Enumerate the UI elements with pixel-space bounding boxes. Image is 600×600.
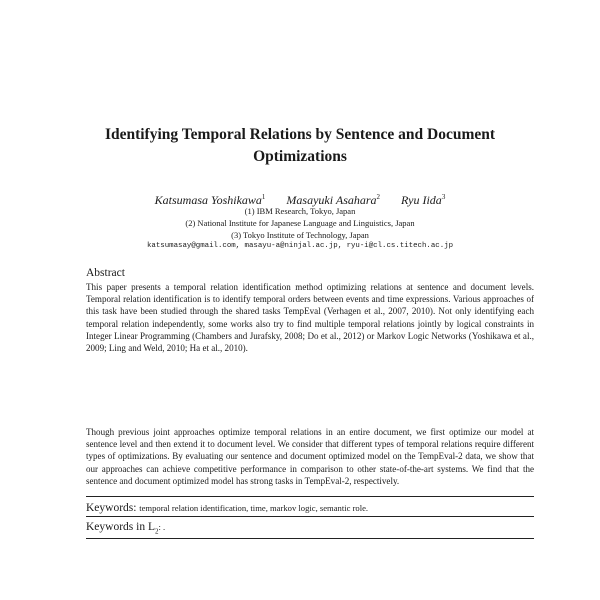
author-1 — [155, 193, 266, 207]
keywords-top-rule — [86, 496, 534, 497]
abstract-heading: Abstract — [86, 267, 125, 279]
keywords-value: temporal relation identification, time, markov logic, semantic role. — [139, 503, 369, 513]
keywords-l2-label — [86, 521, 159, 536]
keywords-l2-line — [86, 521, 165, 535]
author-3 — [401, 193, 445, 207]
keywords-l2-label-text: Keywords in L — [86, 521, 155, 533]
author-list — [60, 190, 540, 207]
abstract-paragraph-2: Though previous joint approaches optimize temporal relations in an entire document, we first optimize our model at sentence level and then extend it to document level. We consider that different types of temporal relations require different types of optimizations. By evaluating our sentence and document optimized model on the TempEval-2 data, we show that our approaches can achieve competitive performance in comparison to other state-of-the-art systems. We find that the sentence and document optimized model has strong tasks in TempEval-2, respectively. — [86, 427, 534, 486]
author-1-sup: 1 — [261, 193, 266, 201]
keywords-line — [86, 502, 368, 514]
keywords-middle-rule — [86, 516, 534, 517]
affiliation-3: (3) Tokyo Institute of Technology, Japan — [231, 230, 369, 240]
keywords-bottom-rule — [86, 538, 534, 539]
author-emails: katsumasay@gmail.com, masayu-a@ninjal.ac.jp, ryu-i@cl.cs.titech.ac.jp — [146, 242, 454, 250]
title-line-1: Identifying Temporal Relations by Sentence and Document — [104, 126, 496, 143]
keywords-l2-subscript: 2 — [155, 527, 159, 536]
keywords-label: Keywords: — [86, 502, 137, 514]
affiliation-2: (2) National Institute for Japanese Language and Linguistics, Japan — [185, 218, 415, 228]
paper-title — [60, 124, 540, 168]
author-2 — [286, 193, 380, 207]
author-2-sup: 2 — [376, 193, 381, 201]
author-3-name: Ryu Iida — [401, 193, 442, 207]
author-3-sup: 3 — [441, 193, 446, 201]
keywords-l2-value: : . — [158, 522, 166, 532]
author-1-name: Katsumasa Yoshikawa — [154, 193, 262, 207]
title-line-2: Optimizations — [253, 148, 347, 165]
affiliation-1: (1) IBM Research, Tokyo, Japan — [244, 206, 356, 216]
author-2-name: Masayuki Asahara — [286, 193, 377, 207]
abstract-paragraph-1: This paper presents a temporal relation identification method optimizing relations at sentence and document levels. Temporal relation identification is to identify temporal orders between events and time expressions. Various approaches of this task have been studied through the shared tasks TempEval (Verhagen et al., 2007, 2010). Not only identifying each temporal relation independently, some works also try to find multiple temporal relations jointly by logical constraints in Integer Linear Programming (Chambers and Jurafsky, 2008; Do et al., 2012) or Markov Logic Networks (Yoshikawa et al., 2009; Ling and Weld, 2010; Ha et al., 2010). — [86, 282, 534, 354]
